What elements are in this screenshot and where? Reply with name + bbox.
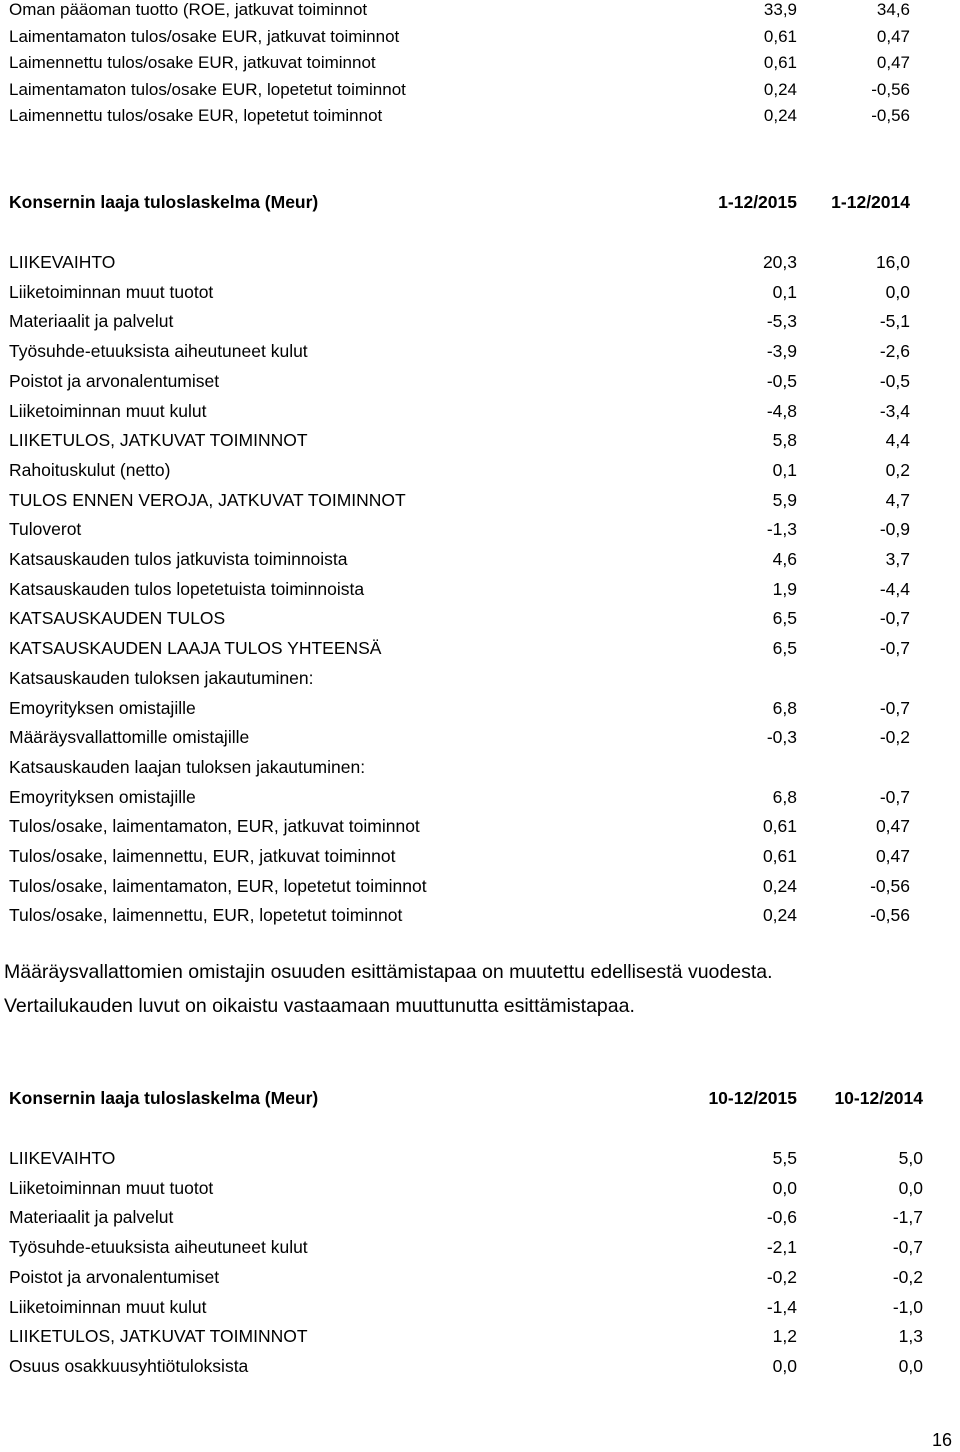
row-value-previous: 16,0 — [875, 252, 910, 272]
row-value-previous: -2,6 — [879, 341, 910, 362]
row-value-current: -0,5 — [766, 370, 797, 391]
table2-header — [0, 1085, 960, 1111]
row-label: Katsauskauden laajan tuloksen jakautuminen: — [9, 756, 366, 777]
row-label: Tulos/osake, laimentamaton, EUR, jatkuvat toiminnot — [9, 816, 420, 837]
table1-row — [0, 635, 960, 661]
row-value-previous: 5,0 — [898, 1148, 923, 1168]
row-label: Poistot ja arvonalentumiset — [9, 1266, 220, 1287]
row-value-current: 0,24 — [762, 875, 797, 896]
table2-row — [0, 1323, 960, 1349]
table1-row — [0, 427, 960, 453]
row-value-current: -2,1 — [766, 1237, 797, 1258]
row-value-previous: -0,5 — [879, 370, 910, 391]
row-value-current: 5,8 — [772, 430, 797, 451]
row-value-previous: 0,0 — [885, 281, 910, 302]
row-label: LIIKEVAIHTO — [9, 1148, 116, 1168]
row-label: Laimennettu tulos/osake EUR, jatkuvat toiminnot — [9, 53, 376, 72]
row-value-previous: 1,3 — [898, 1326, 923, 1347]
row-value-current: 6,8 — [772, 697, 797, 718]
row-value-current: -0,3 — [766, 727, 797, 748]
row-label: Poistot ja arvonalentumiset — [9, 370, 220, 391]
row-value-current: -1,3 — [766, 519, 797, 540]
key-figure-row — [0, 77, 960, 103]
row-label: KATSAUSKAUDEN TULOS — [9, 608, 226, 629]
row-value-current: 0,24 — [762, 905, 797, 926]
table2-col2-header: 10-12/2014 — [834, 1088, 923, 1108]
table1-row — [0, 843, 960, 869]
row-value-previous: 0,2 — [885, 459, 910, 480]
row-value-previous: 0,47 — [875, 816, 910, 837]
row-value-previous: -0,7 — [892, 1237, 923, 1258]
row-value-previous: 0,47 — [876, 53, 910, 72]
row-label: Materiaalit ja palvelut — [9, 1207, 174, 1228]
row-value-previous: -0,7 — [879, 608, 910, 629]
row-value-current: 0,61 — [763, 53, 797, 72]
row-value-previous: -3,4 — [879, 400, 910, 421]
row-value-current: 0,61 — [762, 846, 797, 866]
table1-row — [0, 873, 960, 899]
row-label: Emoyrityksen omistajille — [9, 697, 196, 718]
row-value-previous: -0,2 — [879, 727, 910, 748]
row-value-previous: -0,7 — [879, 697, 910, 718]
row-label: Katsauskauden tulos lopetetuista toiminnoista — [9, 578, 365, 599]
row-value-previous: 0,47 — [876, 26, 910, 46]
row-value-current: 0,24 — [763, 79, 797, 99]
row-value-current: -1,4 — [766, 1296, 797, 1317]
table1-row — [0, 249, 960, 275]
row-value-current: -5,3 — [766, 311, 797, 332]
table1-row — [0, 724, 960, 750]
table1-row — [0, 665, 960, 691]
table1-row — [0, 368, 960, 394]
table1-row — [0, 813, 960, 839]
table1-row — [0, 902, 960, 928]
row-value-current: 6,5 — [772, 638, 797, 659]
row-value-previous: 0,47 — [875, 846, 910, 866]
row-value-current: 0,61 — [762, 816, 797, 837]
row-value-current: 6,8 — [772, 786, 797, 807]
row-value-current: 0,1 — [772, 281, 797, 302]
row-value-previous: 34,6 — [876, 0, 910, 19]
page-number: 16 — [931, 1430, 952, 1450]
row-value-previous: -0,56 — [871, 79, 910, 99]
row-value-current: 4,6 — [772, 549, 797, 569]
table2-row — [0, 1353, 960, 1379]
row-label: Liiketoiminnan muut tuotot — [9, 1177, 214, 1198]
table2-row — [0, 1204, 960, 1230]
table1-header — [0, 189, 960, 215]
note-line-1: Määräysvallattomien omistajin osuuden esittämistapaa on muutettu edellisestä vuodesta. — [4, 961, 773, 983]
row-value-current: 0,0 — [772, 1177, 797, 1198]
row-label: Laimentamaton tulos/osake EUR, lopetetut toiminnot — [9, 79, 406, 99]
key-figure-row — [0, 50, 960, 76]
table1-row — [0, 516, 960, 542]
row-value-previous: -0,56 — [870, 905, 910, 926]
row-value-current: 0,61 — [763, 26, 797, 46]
row-label: Rahoituskulut (netto) — [9, 459, 171, 480]
table2-row — [0, 1175, 960, 1201]
table1-row — [0, 338, 960, 364]
row-label: Materiaalit ja palvelut — [9, 311, 174, 332]
table1-row — [0, 398, 960, 424]
table1-row — [0, 457, 960, 483]
row-label: LIIKEVAIHTO — [9, 252, 116, 272]
row-value-current: -4,8 — [766, 400, 797, 421]
key-figure-row — [0, 103, 960, 129]
table1-row — [0, 695, 960, 721]
row-value-previous: -5,1 — [879, 311, 910, 332]
key-figure-row — [0, 0, 960, 23]
table1-row — [0, 754, 960, 780]
row-value-previous: -4,4 — [879, 578, 910, 599]
row-label: LIIKETULOS, JATKUVAT TOIMINNOT — [9, 1326, 308, 1347]
table1-row — [0, 784, 960, 810]
row-value-previous: 4,4 — [885, 430, 910, 451]
table1-row — [0, 605, 960, 631]
row-value-previous: -0,7 — [879, 638, 910, 659]
row-value-previous: -0,9 — [879, 519, 910, 540]
note-line-2: Vertailukauden luvut on oikaistu vastaamaan muuttunutta esittämistapaa. — [4, 995, 635, 1017]
row-label: Liiketoiminnan muut tuotot — [9, 281, 214, 302]
row-label: Määräysvallattomille omistajille — [9, 727, 250, 748]
row-label: Katsauskauden tulos jatkuvista toiminnoista — [9, 549, 348, 569]
table1-row — [0, 576, 960, 602]
row-value-previous: -0,2 — [892, 1266, 923, 1287]
row-label: Emoyrityksen omistajille — [9, 786, 196, 807]
row-value-current: 0,0 — [772, 1355, 797, 1376]
row-value-previous: 4,7 — [885, 489, 910, 510]
table2-row — [0, 1294, 960, 1320]
row-label: LIIKETULOS, JATKUVAT TOIMINNOT — [9, 430, 308, 451]
row-label: Osuus osakkuusyhtiötuloksista — [9, 1355, 249, 1376]
row-value-current: -0,6 — [766, 1207, 797, 1228]
table1-row — [0, 279, 960, 305]
row-value-current: 33,9 — [763, 0, 797, 19]
row-value-previous: 0,0 — [898, 1355, 923, 1376]
row-value-current: 1,2 — [772, 1326, 797, 1347]
row-label: Katsauskauden tuloksen jakautuminen: — [9, 667, 314, 688]
row-label: Laimentamaton tulos/osake EUR, jatkuvat toiminnot — [9, 26, 400, 46]
table1-col1-header: 1-12/2015 — [718, 192, 797, 212]
table1-title: Konsernin laaja tuloslaskelma (Meur) — [9, 192, 319, 212]
row-value-previous: 3,7 — [885, 549, 910, 569]
row-value-current: 20,3 — [762, 252, 797, 272]
row-value-current: 5,5 — [772, 1148, 797, 1168]
row-label: Tulos/osake, laimennettu, EUR, lopetetut toiminnot — [9, 905, 403, 926]
row-value-previous: -1,7 — [892, 1207, 923, 1228]
row-value-previous: 0,0 — [898, 1177, 923, 1198]
table2-title: Konsernin laaja tuloslaskelma (Meur) — [9, 1088, 319, 1108]
row-label: Tulos/osake, laimentamaton, EUR, lopetetut toiminnot — [9, 875, 427, 896]
row-value-previous: -0,56 — [870, 875, 910, 896]
row-label: TULOS ENNEN VEROJA, JATKUVAT TOIMINNOT — [9, 489, 406, 510]
table1-row — [0, 487, 960, 513]
row-label: Oman pääoman tuotto (ROE, jatkuvat toiminnot — [9, 0, 368, 19]
table2-row — [0, 1234, 960, 1260]
table2-row — [0, 1145, 960, 1171]
row-label: Liiketoiminnan muut kulut — [9, 400, 207, 421]
row-label: Liiketoiminnan muut kulut — [9, 1296, 207, 1317]
row-label: Laimennettu tulos/osake EUR, lopetetut toiminnot — [9, 106, 383, 125]
table1-row — [0, 308, 960, 334]
row-value-current: -0,2 — [766, 1266, 797, 1287]
table2-col1-header: 10-12/2015 — [708, 1088, 797, 1108]
table2-row — [0, 1264, 960, 1290]
table1-col2-header: 1-12/2014 — [831, 192, 910, 212]
row-value-current: 0,24 — [763, 106, 797, 125]
table1-row — [0, 546, 960, 572]
row-value-current: 5,9 — [772, 489, 797, 510]
row-label: Työsuhde-etuuksista aiheutuneet kulut — [9, 341, 308, 362]
row-label: KATSAUSKAUDEN LAAJA TULOS YHTEENSÄ — [9, 638, 382, 659]
row-value-current: 0,1 — [772, 459, 797, 480]
row-value-current: 1,9 — [772, 578, 797, 599]
row-label: Tuloverot — [9, 519, 82, 540]
row-value-current: 6,5 — [772, 608, 797, 629]
row-value-previous: -1,0 — [892, 1296, 923, 1317]
row-value-current: -3,9 — [766, 341, 797, 362]
row-label: Tulos/osake, laimennettu, EUR, jatkuvat toiminnot — [9, 846, 396, 866]
row-value-previous: -0,7 — [879, 786, 910, 807]
row-label: Työsuhde-etuuksista aiheutuneet kulut — [9, 1237, 308, 1258]
key-figure-row — [0, 24, 960, 50]
row-value-previous: -0,56 — [871, 106, 910, 125]
